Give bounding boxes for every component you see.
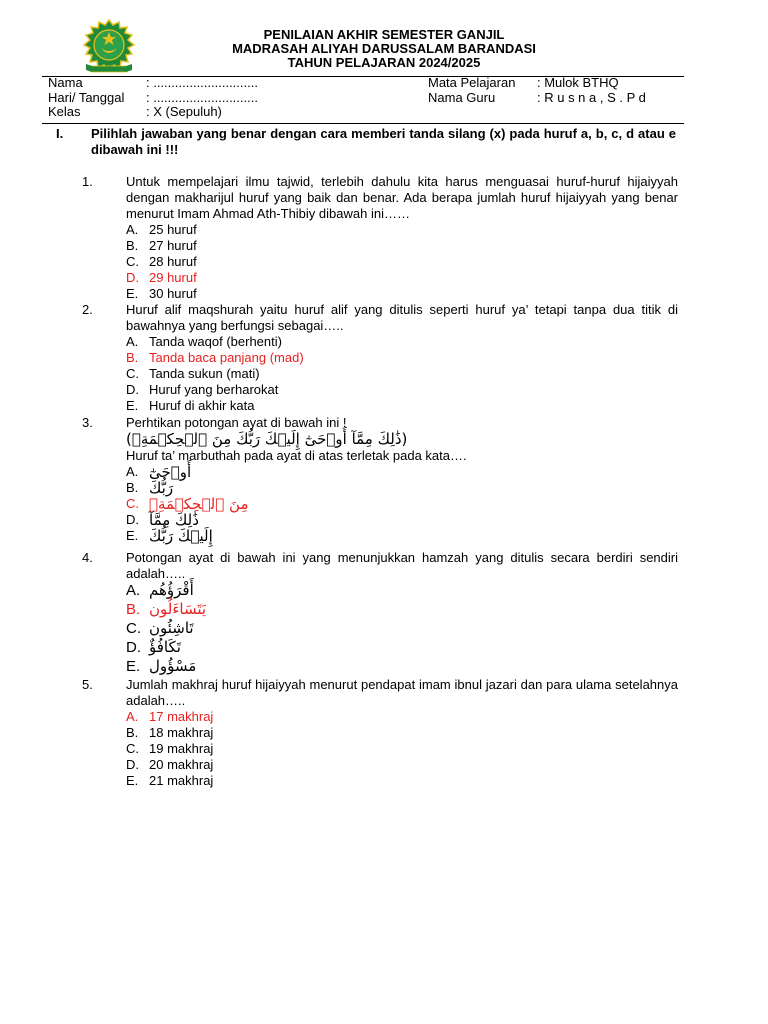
kelas-value: : X (Sepuluh) — [146, 104, 222, 119]
option-e[interactable]: E. Huruf di akhir kata — [126, 398, 255, 413]
option-e[interactable]: E. 30 huruf — [126, 286, 197, 301]
option-c[interactable]: C. تَاشِئُون — [126, 619, 194, 637]
mapel-label: Mata Pelajaran — [428, 75, 516, 90]
question-number: 5. — [82, 677, 93, 692]
option-a[interactable]: A. Tanda waqof (berhenti) — [126, 334, 282, 349]
question-text: Huruf alif maqshurah yaitu huruf alif yang ditulis seperti huruf ya’ tetapi tanpa dua titik di bawahnya yang berfungsi sebagai….. — [126, 302, 678, 333]
question-2 — [82, 302, 678, 414]
question-number: 1. — [82, 174, 93, 189]
header-line-1: PENILAIAN AKHIR SEMESTER GANJIL — [263, 27, 505, 42]
hari-label: Hari/ Tanggal — [48, 89, 125, 105]
question-1 — [82, 174, 678, 302]
question-4 — [82, 550, 678, 677]
option-d-answer[interactable]: D. 29 huruf — [126, 270, 197, 285]
school-logo-icon — [78, 18, 140, 78]
question-text: Jumlah makhraj huruf hijaiyyah menurut pendapat imam ibnul jazari dan para ulama setelahnya adalah….. — [126, 677, 678, 708]
section-number: I. — [56, 126, 64, 141]
verse-text: (ذَٰلِكَ مِمَّآ أَوۡحَىٰٓ إِلَيۡكَ رَبُّكَ مِنَ ٱلۡحِكۡمَةِۗ) — [126, 430, 408, 448]
option-e[interactable]: E. مَسْؤُول — [126, 657, 197, 675]
option-b[interactable]: B. رَبُّكَ — [126, 479, 174, 497]
question-3 — [82, 415, 678, 544]
option-e[interactable]: E. إِلَيۡكَ رَبُّكَ — [126, 527, 213, 545]
question-text: Perhtikan potongan ayat di bawah ini ! — [126, 415, 347, 430]
kelas-label: Kelas — [48, 104, 81, 119]
header-line-2: MADRASAH ALIYAH DARUSSALAM BARANDASI — [232, 41, 536, 56]
option-d[interactable]: D. Huruf yang berharokat — [126, 382, 279, 397]
student-info — [48, 76, 680, 120]
option-b[interactable]: B. 27 huruf — [126, 238, 197, 253]
instruction-text: Pilihlah jawaban yang benar dengan cara memberi tanda silang (x) pada huruf a, b, c, d atau e dibawah ini !!! — [91, 126, 676, 157]
option-a[interactable]: A. 25 huruf — [126, 222, 197, 237]
nama-label: Nama — [48, 75, 83, 90]
option-a-answer[interactable]: A. 17 makhraj — [126, 709, 214, 724]
guru-label: Nama Guru — [428, 89, 496, 105]
guru-value: : R u s n a , S . P d — [537, 89, 646, 105]
option-a[interactable]: A. أَقْرَؤُهُم — [126, 581, 194, 599]
hari-field[interactable]: : ............................. — [146, 89, 258, 105]
option-c[interactable]: C. 19 makhraj — [126, 741, 214, 756]
option-a[interactable]: A. أَوۡحَىٰٓ — [126, 463, 192, 481]
exam-header — [150, 28, 618, 70]
option-c[interactable]: C. Tanda sukun (mati) — [126, 366, 260, 381]
question-number: 4. — [82, 550, 93, 565]
header-line-3: TAHUN PELAJARAN 2024/2025 — [287, 55, 481, 70]
question-text: Untuk mempelajari ilmu tajwid, terlebih dahulu kita harus menguasai huruf-huruf hijaiyyah dengan makharijul huruf yang baik dan benar. Ada berapa jumlah huruf hijaiyyah yang benar menurut Imam Ahmad Ath-Thibiy dibawah ini…… — [126, 174, 678, 221]
question-text: Potongan ayat di bawah ini yang menunjukkan hamzah yang ditulis secara berdiri sendiri adalah….. — [126, 550, 678, 581]
option-d[interactable]: D. 20 makhraj — [126, 757, 214, 772]
info-divider — [42, 123, 684, 124]
option-b-answer[interactable]: B. يَتَسَاءَلُون — [126, 600, 207, 618]
question-number: 2. — [82, 302, 93, 317]
option-b[interactable]: B. 18 makhraj — [126, 725, 214, 740]
question-5 — [82, 677, 678, 789]
question-subtext: Huruf ta’ marbuthah pada ayat di atas terletak pada kata…. — [126, 448, 467, 463]
option-c-answer[interactable]: C. مِنَ ٱلۡحِكۡمَةِۗ — [126, 495, 249, 513]
option-d[interactable]: D. ذَٰلِكَ مِمَّآ — [126, 511, 199, 529]
option-c[interactable]: C. 28 huruf — [126, 254, 197, 269]
question-number: 3. — [82, 415, 93, 430]
nama-field[interactable]: : ............................. — [146, 75, 258, 90]
option-e[interactable]: E. 21 makhraj — [126, 773, 214, 788]
mapel-value: : Mulok BTHQ — [537, 75, 619, 90]
option-d[interactable]: D. تَكَافُؤٌ — [126, 638, 181, 656]
option-b-answer[interactable]: B. Tanda baca panjang (mad) — [126, 350, 304, 365]
